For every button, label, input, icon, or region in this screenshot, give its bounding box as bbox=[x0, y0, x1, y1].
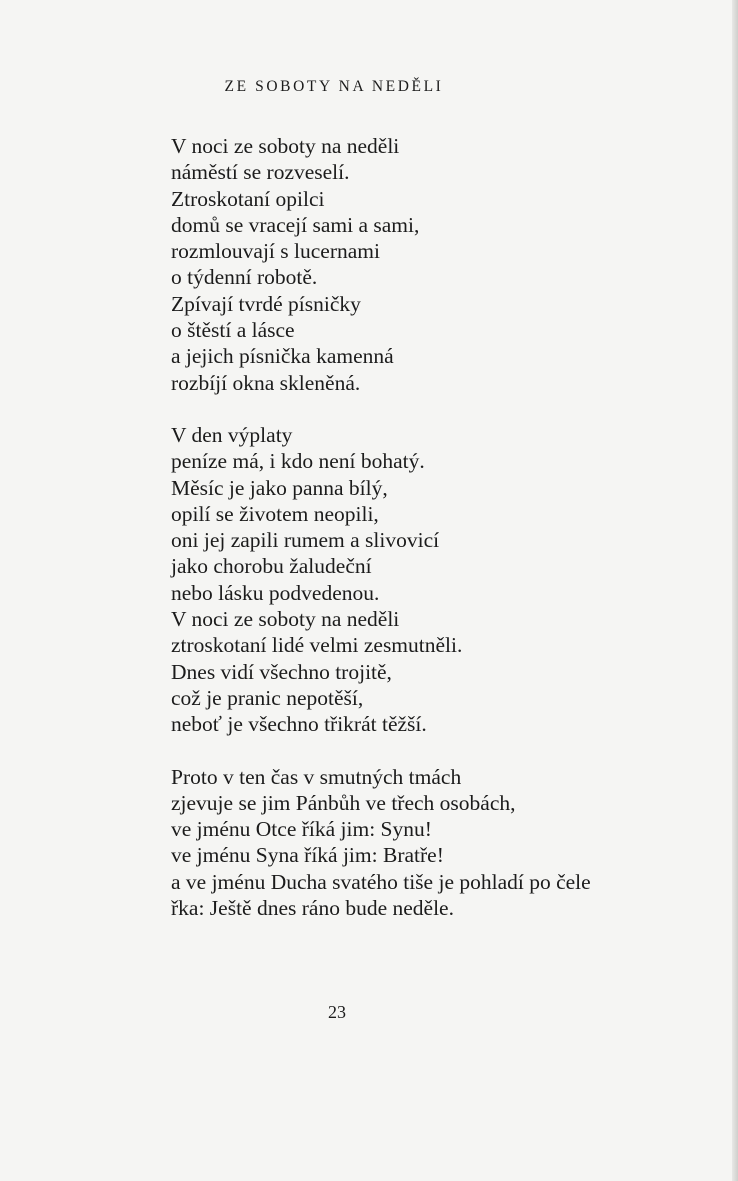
poem-line: Proto v ten čas v smutných tmách bbox=[171, 764, 462, 789]
poem-line: neboť je všechno třikrát těžší. bbox=[171, 712, 427, 737]
page-number: 23 bbox=[328, 1002, 346, 1022]
stanza-2 bbox=[171, 422, 591, 738]
poem-body bbox=[171, 133, 591, 921]
poem-line: což je pranic nepotěší, bbox=[171, 685, 364, 710]
poem-line: domů se vracejí sami a sami, bbox=[171, 212, 420, 237]
poem-line: o štěstí a lásce bbox=[171, 318, 295, 343]
poem-line: náměstí se rozveselí. bbox=[171, 160, 350, 185]
poem-line: oni jej zapili rumem a slivovicí bbox=[171, 528, 440, 553]
poem-line: V noci ze soboty na neděli bbox=[171, 134, 400, 158]
poem-line: peníze má, i kdo není bohatý. bbox=[171, 449, 425, 474]
poem-line: Ztroskotaní opilci bbox=[171, 186, 325, 211]
poem-line: a jejich písnička kamenná bbox=[171, 344, 394, 369]
poem-line: V den výplaty bbox=[171, 422, 293, 447]
poem-line: Měsíc je jako panna bílý, bbox=[171, 475, 388, 500]
page-edge bbox=[732, 0, 738, 1181]
poem-line: opilí se životem neopili, bbox=[171, 501, 379, 526]
poem-line: ve jménu Otce říká jim: Synu! bbox=[171, 817, 432, 842]
poem-line: jako chorobu žaludeční bbox=[171, 554, 372, 579]
poem-line: V noci ze soboty na neděli bbox=[171, 607, 400, 632]
poem-line: o týdenní robotě. bbox=[171, 265, 318, 290]
stanza-1 bbox=[171, 133, 591, 396]
stanza-3 bbox=[171, 764, 591, 922]
poem-title: ZE SOBOTY NA NEDĚLI bbox=[224, 78, 444, 95]
poem-line: Dnes vidí všechno trojitě, bbox=[171, 659, 392, 684]
poem-line: rozbíjí okna skleněná. bbox=[171, 370, 361, 395]
poem-line: a ve jménu Ducha svatého tiše je pohladí po čele bbox=[171, 869, 591, 894]
poem-line: řka: Ještě dnes ráno bude neděle. bbox=[171, 896, 454, 921]
poem-line: zjevuje se jim Pánbůh ve třech osobách, bbox=[171, 790, 516, 815]
poem-line: rozmlouvají s lucernami bbox=[171, 239, 380, 264]
poem-line: Zpívají tvrdé písničky bbox=[171, 291, 361, 316]
poem-line: nebo lásku podvedenou. bbox=[171, 580, 380, 605]
poem-line: ztroskotaní lidé velmi zesmutněli. bbox=[171, 633, 463, 658]
poem-line: ve jménu Syna říká jim: Bratře! bbox=[171, 843, 444, 868]
